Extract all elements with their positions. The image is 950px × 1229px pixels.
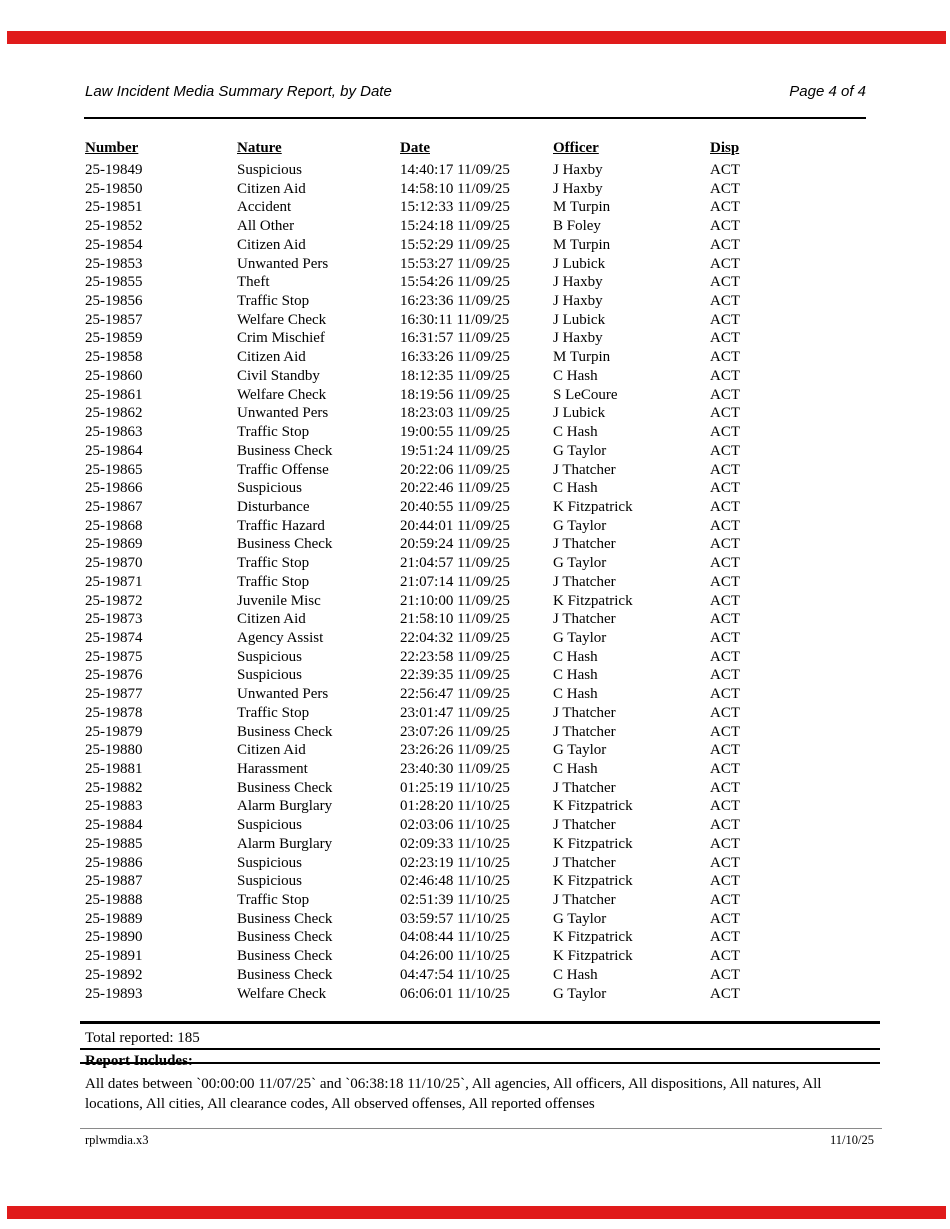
table-cell: Accident: [237, 199, 292, 216]
table-cell: ACT: [710, 274, 740, 291]
table-cell: 02:46:48 11/10/25: [400, 873, 510, 890]
table-cell: K Fitzpatrick: [553, 873, 633, 890]
table-cell: 20:22:46 11/09/25: [400, 480, 510, 497]
table-cell: Citizen Aid: [237, 180, 306, 197]
table-cell: C Hash: [553, 424, 598, 441]
table-cell: J Thatcher: [553, 573, 616, 590]
includes-rule: [80, 1062, 880, 1064]
footer-date: 11/10/25: [830, 1133, 874, 1147]
table-cell: ACT: [710, 480, 740, 497]
table-cell: 21:04:57 11/09/25: [400, 555, 510, 572]
table-cell: J Thatcher: [553, 723, 616, 740]
table-cell: C Hash: [553, 966, 598, 983]
table-cell: ACT: [710, 536, 740, 553]
table-cell: All Other: [237, 218, 295, 235]
table-cell: Business Check: [237, 910, 333, 927]
table-cell: 25-19860: [85, 367, 143, 384]
table-cell: J Haxby: [553, 274, 603, 291]
table-cell: Citizen Aid: [237, 349, 306, 366]
table-row: [85, 273, 765, 292]
report-header: [85, 83, 866, 100]
table-cell: 20:59:24 11/09/25: [400, 536, 510, 553]
table-cell: 25-19889: [85, 910, 143, 927]
table-cell: G Taylor: [553, 629, 607, 646]
table-cell: 01:28:20 11/10/25: [400, 798, 510, 815]
table-cell: 25-19890: [85, 929, 143, 946]
footer-report-id: rplwmdia.x3: [85, 1133, 149, 1147]
table-cell: C Hash: [553, 686, 598, 703]
table-cell: C Hash: [553, 667, 598, 684]
table-cell: 25-19891: [85, 948, 143, 965]
table-cell: 21:07:14 11/09/25: [400, 573, 510, 590]
table-cell: S LeCoure: [553, 386, 618, 403]
table-cell: 25-19877: [85, 686, 143, 703]
table-cell: ACT: [710, 929, 740, 946]
table-cell: J Haxby: [553, 293, 603, 310]
table-cell: ACT: [710, 311, 740, 328]
table-cell: K Fitzpatrick: [553, 592, 633, 609]
table-cell: M Turpin: [553, 349, 611, 366]
table-cell: Business Check: [237, 966, 333, 983]
table-cell: 01:25:19 11/10/25: [400, 779, 510, 796]
table-cell: Suspicious: [237, 648, 303, 665]
table-cell: 25-19850: [85, 180, 143, 197]
table-cell: 18:19:56 11/09/25: [400, 386, 510, 403]
header-rule: [84, 117, 866, 119]
redaction-bar-top: [7, 31, 946, 44]
table-row: [85, 629, 765, 648]
table-cell: ACT: [710, 517, 740, 534]
table-row: [85, 404, 765, 423]
table-cell: ACT: [710, 686, 740, 703]
table-row: [85, 704, 765, 723]
table-row: [85, 573, 765, 592]
redaction-bar-bottom: [7, 1206, 946, 1219]
table-row: [85, 198, 765, 217]
table-cell: 25-19866: [85, 480, 143, 497]
table-cell: 20:44:01 11/09/25: [400, 517, 510, 534]
table-cell: 25-19892: [85, 966, 143, 983]
table-row: [85, 648, 765, 667]
table-row: [85, 835, 765, 854]
report-includes-label: Report Includes:: [85, 1053, 193, 1069]
table-cell: Suspicious: [237, 667, 303, 684]
table-cell: Disturbance: [237, 498, 310, 515]
table-cell: 23:40:30 11/09/25: [400, 761, 510, 777]
table-cell: 16:31:57 11/09/25: [400, 330, 510, 347]
table-cell: ACT: [710, 966, 740, 983]
table-cell: J Lubick: [553, 311, 606, 328]
table-row: [85, 610, 765, 629]
table-cell: 15:52:29 11/09/25: [400, 236, 510, 253]
table-cell: 25-19868: [85, 517, 143, 534]
table-cell: Welfare Check: [237, 386, 327, 403]
table-cell: K Fitzpatrick: [553, 948, 633, 965]
table-row: [85, 217, 765, 236]
table-cell: 15:12:33 11/09/25: [400, 199, 510, 216]
table-cell: 25-19875: [85, 648, 143, 665]
table-row: [85, 779, 765, 798]
table-cell: 25-19883: [85, 798, 143, 815]
table-cell: Welfare Check: [237, 985, 327, 1002]
table-cell: J Haxby: [553, 162, 603, 178]
table-cell: ACT: [710, 218, 740, 235]
summary-top-rule: [80, 1021, 880, 1024]
table-cell: 18:23:03 11/09/25: [400, 405, 510, 422]
table-row: [85, 928, 765, 947]
table-cell: C Hash: [553, 761, 598, 777]
table-cell: 21:10:00 11/09/25: [400, 592, 510, 609]
table-cell: J Thatcher: [553, 611, 616, 628]
table-cell: Business Check: [237, 929, 333, 946]
table-cell: ACT: [710, 798, 740, 815]
table-cell: Traffic Stop: [237, 555, 310, 572]
column-header-officer: Officer: [553, 140, 599, 156]
table-row: [85, 236, 765, 255]
table-cell: ACT: [710, 835, 740, 852]
table-row: [85, 479, 765, 498]
table-cell: ACT: [710, 648, 740, 665]
table-cell: Theft: [237, 274, 270, 291]
table-cell: 25-19882: [85, 779, 143, 796]
table-cell: Suspicious: [237, 480, 303, 497]
table-cell: 23:26:26 11/09/25: [400, 742, 510, 759]
table-cell: Citizen Aid: [237, 611, 306, 628]
table-row: [85, 741, 765, 760]
table-cell: ACT: [710, 629, 740, 646]
table-cell: Unwanted Pers: [237, 255, 329, 272]
table-row: [85, 816, 765, 835]
incident-table: [85, 140, 765, 1003]
table-cell: 25-19867: [85, 498, 143, 515]
table-cell: 14:40:17 11/09/25: [400, 162, 510, 178]
table-cell: ACT: [710, 779, 740, 796]
table-cell: ACT: [710, 742, 740, 759]
table-cell: J Lubick: [553, 255, 606, 272]
column-header-number: Number: [85, 140, 139, 156]
table-cell: Suspicious: [237, 162, 303, 178]
column-header-date: Date: [400, 140, 430, 156]
table-cell: 25-19852: [85, 218, 143, 235]
table-row: [85, 180, 765, 199]
table-row: [85, 535, 765, 554]
table-cell: ACT: [710, 498, 740, 515]
table-cell: J Haxby: [553, 330, 603, 347]
table-row: [85, 910, 765, 929]
table-cell: Business Check: [237, 442, 333, 459]
table-cell: J Haxby: [553, 180, 603, 197]
table-cell: 25-19862: [85, 405, 143, 422]
table-row: [85, 442, 765, 461]
table-cell: B Foley: [553, 218, 601, 235]
table-cell: 25-19856: [85, 293, 143, 310]
table-cell: ACT: [710, 592, 740, 609]
table-row: [85, 311, 765, 330]
table-cell: 19:51:24 11/09/25: [400, 442, 510, 459]
table-cell: 22:56:47 11/09/25: [400, 686, 510, 703]
column-header-disp: Disp: [710, 140, 740, 156]
table-cell: ACT: [710, 442, 740, 459]
table-cell: J Thatcher: [553, 704, 616, 721]
table-cell: ACT: [710, 948, 740, 965]
table-cell: ACT: [710, 199, 740, 216]
table-row: [85, 554, 765, 573]
table-cell: 25-19879: [85, 723, 143, 740]
table-cell: ACT: [710, 611, 740, 628]
table-cell: 25-19876: [85, 667, 143, 684]
table-row: [85, 461, 765, 480]
table-cell: ACT: [710, 180, 740, 197]
table-cell: C Hash: [553, 648, 598, 665]
table-cell: ACT: [710, 723, 740, 740]
table-cell: Traffic Stop: [237, 892, 310, 909]
table-cell: ACT: [710, 573, 740, 590]
table-body: [85, 161, 765, 1003]
table-cell: 03:59:57 11/10/25: [400, 910, 510, 927]
table-cell: Unwanted Pers: [237, 686, 329, 703]
table-cell: 25-19871: [85, 573, 143, 590]
table-row: [85, 797, 765, 816]
table-cell: Suspicious: [237, 873, 303, 890]
table-cell: Traffic Hazard: [237, 517, 325, 534]
table-cell: 20:40:55 11/09/25: [400, 498, 510, 515]
table-row: [85, 985, 765, 1004]
table-row: [85, 685, 765, 704]
table-cell: J Thatcher: [553, 892, 616, 909]
table-cell: K Fitzpatrick: [553, 798, 633, 815]
table-cell: 25-19881: [85, 761, 143, 777]
table-cell: G Taylor: [553, 555, 607, 572]
table-cell: 02:51:39 11/10/25: [400, 892, 510, 909]
table-row: [85, 723, 765, 742]
table-cell: J Thatcher: [553, 461, 616, 478]
table-cell: 16:33:26 11/09/25: [400, 349, 510, 366]
table-cell: 04:47:54 11/10/25: [400, 966, 510, 983]
table-cell: 25-19887: [85, 873, 143, 890]
table-cell: Citizen Aid: [237, 236, 306, 253]
table-cell: 25-19865: [85, 461, 143, 478]
table-cell: ACT: [710, 910, 740, 927]
table-cell: Traffic Stop: [237, 293, 310, 310]
table-cell: 25-19870: [85, 555, 143, 572]
report-footer: [85, 1133, 874, 1148]
table-cell: 25-19873: [85, 611, 143, 628]
table-cell: 02:09:33 11/10/25: [400, 835, 510, 852]
table-cell: ACT: [710, 985, 740, 1002]
table-cell: Business Check: [237, 948, 333, 965]
table-cell: 25-19885: [85, 835, 143, 852]
table-cell: 25-19863: [85, 424, 143, 441]
table-cell: Traffic Stop: [237, 573, 310, 590]
table-cell: Traffic Offense: [237, 461, 329, 478]
table-cell: ACT: [710, 424, 740, 441]
table-cell: 25-19886: [85, 854, 143, 871]
table-cell: ACT: [710, 461, 740, 478]
table-header-row: [85, 140, 765, 161]
table-cell: J Thatcher: [553, 854, 616, 871]
table-cell: Business Check: [237, 779, 333, 796]
table-cell: K Fitzpatrick: [553, 498, 633, 515]
table-cell: 25-19853: [85, 255, 143, 272]
table-cell: Civil Standby: [237, 367, 320, 384]
table-cell: G Taylor: [553, 517, 607, 534]
report-includes-text: All dates between `00:00:00 11/07/25` and `06:38:18 11/10/25`, All agencies, All officers, All dispositions, All natures, All locations, All cities, All clearance codes, All observed offenses, All reported offenses: [85, 1076, 822, 1112]
table-cell: Suspicious: [237, 854, 303, 871]
table-cell: G Taylor: [553, 742, 607, 759]
table-cell: C Hash: [553, 367, 598, 384]
table-cell: ACT: [710, 761, 740, 777]
table-cell: Suspicious: [237, 817, 303, 834]
footer-rule: [80, 1128, 882, 1129]
table-cell: 16:30:11 11/09/25: [400, 311, 510, 328]
table-cell: 15:24:18 11/09/25: [400, 218, 510, 235]
table-cell: 25-19851: [85, 199, 143, 216]
table-cell: 25-19869: [85, 536, 143, 553]
total-reported-label: Total reported: 185: [85, 1030, 200, 1046]
table-cell: J Thatcher: [553, 536, 616, 553]
table-row: [85, 666, 765, 685]
table-row: [85, 423, 765, 442]
table-cell: ACT: [710, 555, 740, 572]
table-cell: K Fitzpatrick: [553, 929, 633, 946]
table-cell: 04:08:44 11/10/25: [400, 929, 510, 946]
table-cell: Harassment: [237, 761, 308, 777]
table-cell: 21:58:10 11/09/25: [400, 611, 510, 628]
table-cell: 22:04:32 11/09/25: [400, 629, 510, 646]
table-cell: 02:23:19 11/10/25: [400, 854, 510, 871]
table-cell: 19:00:55 11/09/25: [400, 424, 510, 441]
table-cell: M Turpin: [553, 236, 611, 253]
table-cell: 22:39:35 11/09/25: [400, 667, 510, 684]
table-cell: ACT: [710, 162, 740, 178]
table-cell: K Fitzpatrick: [553, 835, 633, 852]
table-cell: 25-19859: [85, 330, 143, 347]
table-cell: 25-19872: [85, 592, 143, 609]
table-cell: G Taylor: [553, 985, 607, 1002]
table-cell: ACT: [710, 349, 740, 366]
table-cell: Unwanted Pers: [237, 405, 329, 422]
page-number-label: Page 4 of 4: [789, 83, 866, 100]
table-cell: ACT: [710, 873, 740, 890]
table-cell: 23:01:47 11/09/25: [400, 704, 510, 721]
table-cell: 15:53:27 11/09/25: [400, 255, 510, 272]
table-cell: 25-19861: [85, 386, 143, 403]
table-row: [85, 891, 765, 910]
table-cell: G Taylor: [553, 910, 607, 927]
table-cell: 25-19855: [85, 274, 143, 291]
table-cell: 16:23:36 11/09/25: [400, 293, 510, 310]
table-row: [85, 854, 765, 873]
table-row: [85, 517, 765, 536]
table-cell: Juvenile Misc: [237, 592, 321, 609]
table-cell: 25-19893: [85, 985, 143, 1002]
table-row: [85, 161, 765, 180]
table-row: [85, 760, 765, 779]
table-cell: 25-19858: [85, 349, 143, 366]
table-row: [85, 367, 765, 386]
table-cell: 25-19874: [85, 629, 143, 646]
table-cell: ACT: [710, 236, 740, 253]
table-cell: ACT: [710, 330, 740, 347]
table-cell: ACT: [710, 367, 740, 384]
table-cell: ACT: [710, 386, 740, 403]
table-cell: ACT: [710, 405, 740, 422]
table-cell: ACT: [710, 255, 740, 272]
table-row: [85, 947, 765, 966]
table-cell: 14:58:10 11/09/25: [400, 180, 510, 197]
table-cell: Traffic Stop: [237, 424, 310, 441]
table-cell: Business Check: [237, 723, 333, 740]
table-cell: Alarm Burglary: [237, 798, 333, 815]
table-cell: ACT: [710, 293, 740, 310]
table-cell: 25-19864: [85, 442, 143, 459]
table-row: [85, 966, 765, 985]
table-cell: Crim Mischief: [237, 330, 325, 347]
table-cell: 20:22:06 11/09/25: [400, 461, 510, 478]
table-row: [85, 592, 765, 611]
table-cell: 25-19888: [85, 892, 143, 909]
table-cell: 25-19884: [85, 817, 143, 834]
table-cell: 06:06:01 11/10/25: [400, 985, 510, 1002]
total-underline-rule: [80, 1048, 880, 1050]
table-cell: 18:12:35 11/09/25: [400, 367, 510, 384]
column-header-nature: Nature: [237, 140, 282, 156]
table-row: [85, 386, 765, 405]
table-cell: J Thatcher: [553, 817, 616, 834]
table-cell: ACT: [710, 667, 740, 684]
table-row: [85, 292, 765, 311]
table-row: [85, 255, 765, 274]
table-row: [85, 348, 765, 367]
table-row: [85, 498, 765, 517]
table-cell: 25-19849: [85, 162, 143, 178]
table-cell: ACT: [710, 704, 740, 721]
table-cell: Business Check: [237, 536, 333, 553]
table-cell: 23:07:26 11/09/25: [400, 723, 510, 740]
report-title: Law Incident Media Summary Report, by Date: [85, 83, 392, 100]
table-cell: Citizen Aid: [237, 742, 306, 759]
table-cell: 22:23:58 11/09/25: [400, 648, 510, 665]
table-cell: Alarm Burglary: [237, 835, 333, 852]
table-cell: 15:54:26 11/09/25: [400, 274, 510, 291]
table-cell: 02:03:06 11/10/25: [400, 817, 510, 834]
table-cell: J Lubick: [553, 405, 606, 422]
table-cell: 25-19878: [85, 704, 143, 721]
table-cell: Traffic Stop: [237, 704, 310, 721]
table-cell: G Taylor: [553, 442, 607, 459]
table-cell: Welfare Check: [237, 311, 327, 328]
table-cell: J Thatcher: [553, 779, 616, 796]
table-cell: ACT: [710, 817, 740, 834]
table-cell: 04:26:00 11/10/25: [400, 948, 510, 965]
table-cell: Agency Assist: [237, 629, 324, 646]
table-cell: ACT: [710, 892, 740, 909]
table-row: [85, 872, 765, 891]
table-cell: 25-19857: [85, 311, 143, 328]
table-cell: 25-19854: [85, 236, 143, 253]
table-cell: C Hash: [553, 480, 598, 497]
table-cell: ACT: [710, 854, 740, 871]
table-cell: M Turpin: [553, 199, 611, 216]
table-row: [85, 329, 765, 348]
table-cell: 25-19880: [85, 742, 143, 759]
